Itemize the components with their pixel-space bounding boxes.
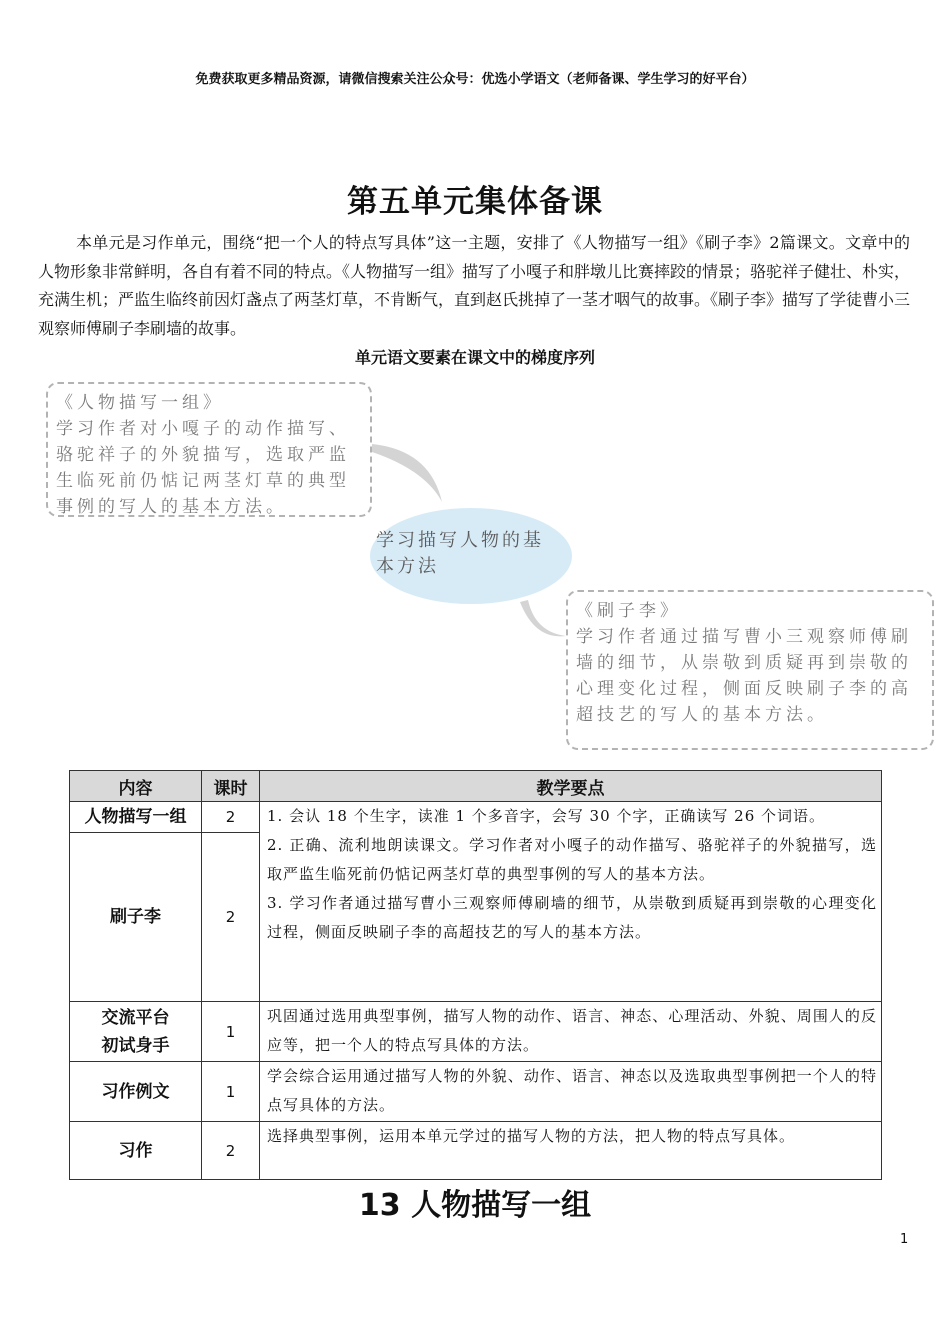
row-points: 巩固通过选用典型事例，描写人物的动作、语言、神态、心理活动、外貌、周围人的反应等，把一个人的特点写具体的方法。: [260, 1002, 882, 1062]
node-text: 学习作者对小嘎子的动作描写、骆驼祥子的外貌描写，选取严监生临死前仍惦记两茎灯草的典型事例的写人的基本方法。: [56, 419, 350, 517]
table-row: [70, 802, 882, 833]
page-number: 1: [900, 1232, 909, 1247]
table-row: [70, 1062, 882, 1122]
point-3: 3. 学习作者通过描写曹小三观察师傅刷墙的细节，从崇敬到质疑再到崇敬的心理变化过程，侧面反映刷子李的高超技艺的写人的基本方法。: [267, 894, 877, 941]
row-name: 刷子李: [70, 833, 202, 1002]
node-text: 学习作者通过描写曹小三观察师傅刷墙的细节，从崇敬到质疑再到崇敬的心理变化过程，侧面反映刷子李的高超技艺的写人的基本方法。: [576, 627, 912, 725]
connector-left: [372, 444, 442, 502]
row-shared-points: [260, 802, 882, 1002]
point-1: 1. 会认 18 个生字，读准 1 个多音字，会写 30 个字，正确读写 26 个词语。: [267, 807, 826, 825]
lesson-title: 13 人物描写一组: [358, 1188, 592, 1223]
row-name-line2: 初试身手: [101, 1035, 170, 1056]
table-row: [70, 1002, 882, 1062]
point-2: 2. 正确、流利地朗读课文。学习作者对小嘎子的动作描写、骆驼祥子的外貌描写，选取严监生临死前仍惦记两茎灯草的典型事例的写人的基本方法。: [267, 836, 877, 883]
table-header-row: [70, 771, 882, 802]
connector-right: [520, 600, 566, 636]
mindmap-node-shuazili: [566, 590, 934, 750]
node-title: 《人物描写一组》: [56, 393, 224, 413]
row-hours: 2: [202, 1122, 260, 1180]
row-name: [70, 1002, 202, 1062]
row-hours: 2: [202, 833, 260, 1002]
lesson-plan-table: [69, 770, 882, 1180]
row-points: 选择典型事例，运用本单元学过的描写人物的方法，把人物的特点写具体。: [260, 1122, 882, 1180]
row-name: 习作例文: [70, 1062, 202, 1122]
mindmap-node-renwu: [46, 382, 372, 517]
page-title: 第五单元集体备课: [347, 184, 603, 220]
unit-intro-paragraph: 本单元是习作单元，围绕“把一个人的特点写具体”这一主题，安排了《人物描写一组》《刷子李》2篇课文。文章中的人物形象非常鲜明，各自有着不同的特点。《人物描写一组》描写了小嘎子和胖墩儿比赛摔跤的情景；骆驼祥子健壮、朴实，充满生机；严监生临终前因灯盏点了两茎灯草，不肯断气，直到赵氏挑掉了一茎才咽气的故事。《刷子李》描写了学徒曹小三观察师傅刷子李刷墙的故事。: [38, 233, 911, 338]
header-promo-note: 免费获取更多精品资源，请微信搜索关注公众号：优选小学语文（老师备课、学生学习的好平台）: [195, 72, 755, 87]
mindmap-heading: 单元语文要素在课文中的梯度序列: [354, 348, 595, 367]
header-content: 内容: [70, 771, 202, 802]
row-name: 习作: [70, 1122, 202, 1180]
row-name-line1: 交流平台: [101, 1007, 170, 1028]
table-row: [70, 1122, 882, 1180]
row-name: 人物描写一组: [70, 802, 202, 833]
node-title: 《刷子李》: [576, 601, 681, 621]
row-hours: 2: [202, 802, 260, 833]
mindmap-center-node: 学习描写人物的基本方法: [370, 508, 572, 604]
row-hours: 1: [202, 1062, 260, 1122]
header-points: 教学要点: [260, 771, 882, 802]
header-hours: 课时: [202, 771, 260, 802]
row-points: 学会综合运用通过描写人物的外貌、动作、语言、神态以及选取典型事例把一个人的特点写具体的方法。: [260, 1062, 882, 1122]
row-hours: 1: [202, 1002, 260, 1062]
concept-mindmap: [30, 370, 930, 760]
